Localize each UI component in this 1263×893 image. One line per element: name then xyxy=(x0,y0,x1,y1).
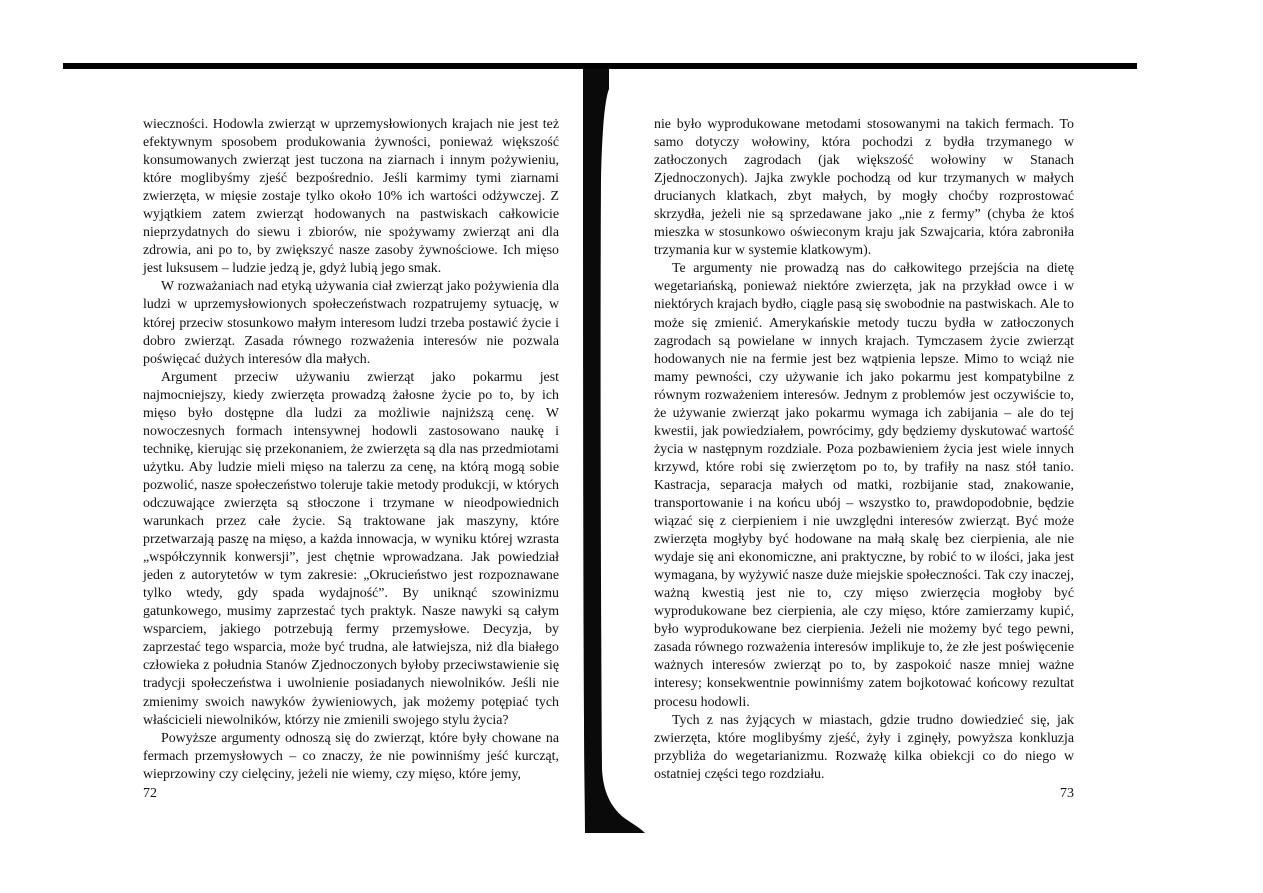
left-paragraph-3: Argument przeciw używaniu zwierząt jako pokarmu jest najmocniejszy, kiedy zwierzęta prowadzą żałosne życie po to, by ich mięso było dostępne dla ludzi za możliwie najniższą cenę. W nowoczesnych formach intensywnej hodowli zastosowano naukę i technikę, kierując się przekonaniem, że zwierzęta są dla nas przedmiotami użytku. Aby ludzie mieli mięso na talerzu za cenę, na którą mogą sobie pozwolić, nasze społeczeństwo toleruje takie metody produkcji, w których odczuwające zwierzęta są stłoczone i trzymane w nieodpowiednich warunkach przez całe życie. Są traktowane jak maszyny, które przetwarzają paszę na mięso, a każda innowacja, w wyniku której wzrasta „współczynnik konwersji”, jest chętnie wprowadzana. Jak powiedział jeden z autorytetów w tym zakresie: „Okrucieństwo jest rozpoznawane tylko wtedy, gdy spada wydajność”. By uniknąć szowinizmu gatunkowego, musimy zaprzestać tych praktyk. Nasze nawyki są całym wsparciem, jakiego potrzebują fermy przemysłowe. Decyzja, by zaprzestać tego wsparcia, może być trudna, ale łatwiejsza, niż dla białego człowieka z południa Stanów Zjednoczonych byłoby przeciwstawienie się tradycji społeczeństwa i uwolnienie posiadanych niewolników. Jeśli nie zmienimy swoich nawyków żywieniowych, jak możemy potępiać tych właścicieli niewolników, którzy nie zmienili swojego stylu życia? xyxy=(143,369,559,728)
left-page-number: 72 xyxy=(143,786,157,801)
right-paragraph-1: nie było wyprodukowane metodami stosowanymi na takich fermach. To samo dotyczy wołowiny, która pochodzi z bydła trzymanego w zatłoczonych zagrodach (jak większość wołowiny w Stanach Zjednoczonych). Jajka zwykle pochodzą od kur trzymanych w małych drucianych klatkach, zbyt małych, by mogły choćby rozprostować skrzydła, jeżeli nie są sprzedawane jako „nie z fermy” (chyba że ktoś mieszka w stosunkowo oświeconym kraju jak Szwajcaria, która zabroniła trzymania kur w systemie klatkowym). xyxy=(654,117,1074,259)
left-paragraph-2: W rozważaniach nad etyką używania ciał zwierząt jako pożywienia dla ludzi w uprzemysłowionych społeczeństwach rozpatrujemy sytuację, w której przeciw stosunkowo małym interesom ludzi trzeba postawić życie i dobro zwierząt. Zasada równego rozważenia interesów nie pozwala poświęcać dużych interesów dla małych. xyxy=(143,279,559,367)
gutter-shadow-shape xyxy=(583,69,645,833)
right-paragraph-2: Te argumenty nie prowadzą nas do całkowitego przejścia na dietę wegetariańską, ponieważ niektóre zwierzęta, jak na przykład owce i w niektórych krajach bydło, ciągle pasą się swobodnie na pastwiskach. Ale to może się zmienić. Amerykańskie metody tuczu bydła w zatłoczonych zagrodach są powielane w innych krajach. Tymczasem życie zwierząt hodowanych nie na fermie jest bez wątpienia lepsze. Mimo to wciąż nie mamy pewności, czy używanie ich jako pokarmu jest kompatybilne z równym rozważeniem interesów. Jednym z problemów jest oczywiście to, że używanie zwierząt jako pokarmu wymaga ich zabijania – ale do tej kwestii, jak powiedziałem, powrócimy, gdy będziemy dyskutować wartość życia w następnym rozdziale. Poza pozbawieniem życia jest wiele innych krzywd, które robi się zwierzętom po to, by trafiły na nasz stół tanio. Kastracja, separacja małych od matki, rozbijanie stad, znakowanie, transportowanie i na końcu ubój – wszystko to, prawdopodobnie, będzie wiązać się z cierpieniem i nie uwzględni interesów zwierząt. Być może zwierzęta mogłyby być hodowane na małą skalę bez cierpienia, ale nie wydaje się ani ekonomiczne, ani praktyczne, by robić to w ilości, jaka jest wymagana, by wyżywić nasze duże miejskie społeczności. Tak czy inaczej, ważną kwestią jest nie to, czy mięso zwierzęcia mogłoby być wyprodukowane bez cierpienia, ale czy mięso, które zamierzamy kupić, było wyprodukowane bez cierpienia. Jeżeli nie możemy być tego pewni, zasada równego rozważenia interesów implikuje to, że złe jest poświęcenie ważnych interesów zwierząt po to, by zaspokoić nasze mniej ważne interesy; konsekwentnie powinniśmy zatem bojkotować końcowy rezultat procesu hodowli. xyxy=(654,261,1074,710)
right-page-number: 73 xyxy=(1060,786,1074,801)
left-paragraph-4: Powyższe argumenty odnoszą się do zwierząt, które były chowane na fermach przemysłowych – co znaczy, że nie powinniśmy jeść kurcząt, wieprzowiny czy cielęciny, jeżeli nie wiemy, czy mięso, które jemy, xyxy=(143,730,559,782)
left-paragraph-1: wieczności. Hodowla zwierząt w uprzemysłowionych krajach nie jest też efektywnym sposobem produkowania żywności, ponieważ większość konsumowanych zwierząt jest tuczona na ziarnach i innym pożywieniu, które moglibyśmy zjeść bezpośrednio. Jeśli karmimy tymi ziarnami zwierzęta, w mięsie zostaje tylko około 10% ich wartości odżywczej. Z wyjątkiem zatem zwierząt hodowanych na pastwiskach całkowicie nieprzydatnych do siewu i zbiorów, nie spożywamy zwierząt ani dla zdrowia, ani po to, by zwiększyć nasze zasoby żywnościowe. Ich mięso jest luksusem – ludzie jedzą je, gdyż lubią jego smak. xyxy=(143,117,559,277)
book-gutter-shadow xyxy=(575,69,645,833)
right-page-text xyxy=(654,116,1074,784)
left-page-text xyxy=(143,116,559,784)
right-paragraph-3: Tych z nas żyjących w miastach, gdzie trudno dowiedzieć się, jak zwierzęta, które moglibyśmy zjeść, żyły i zginęły, powyższa konkluzja przybliża do wegetarianizmu. Rozważę kilka obiekcji co do niego w ostatniej części tego rozdziału. xyxy=(654,712,1074,782)
